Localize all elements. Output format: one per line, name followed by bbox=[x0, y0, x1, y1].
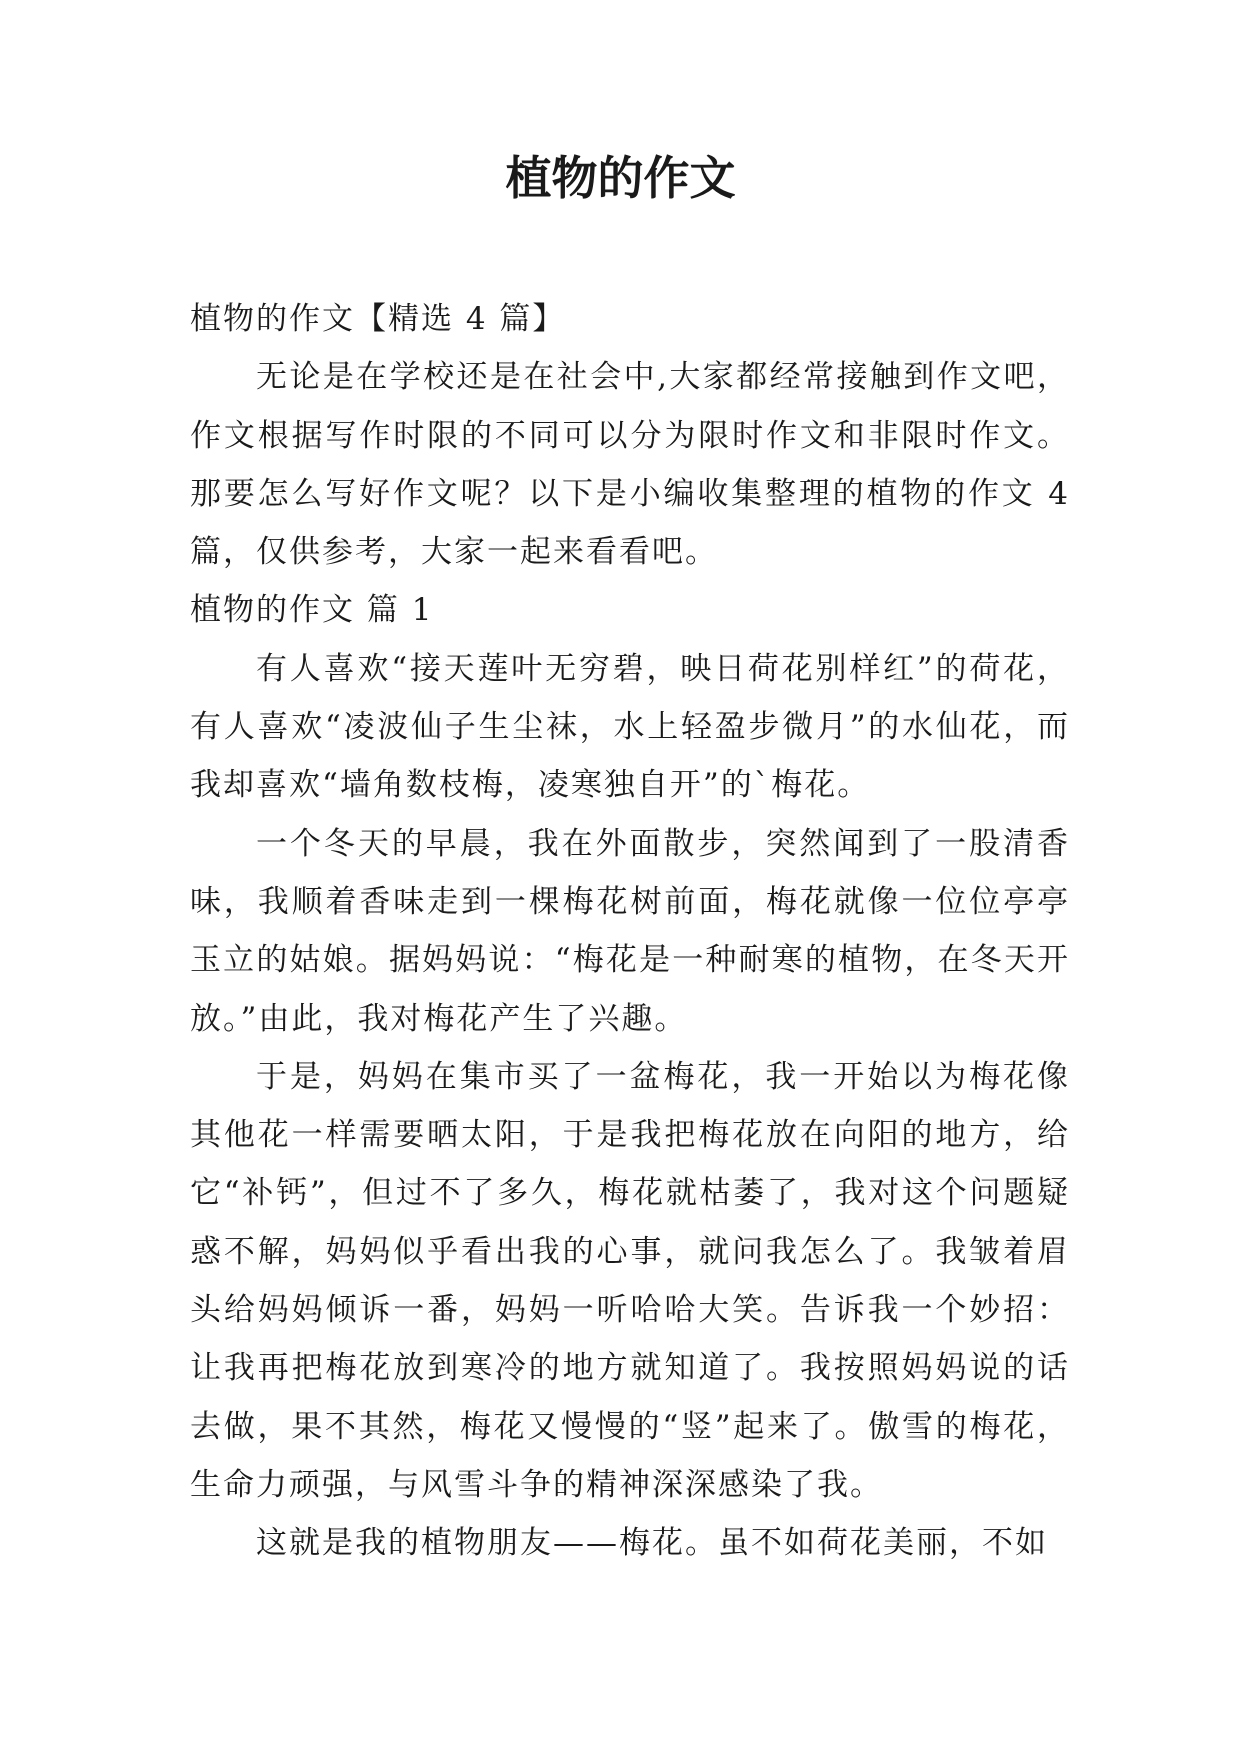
document-body bbox=[190, 290, 1070, 1573]
body-paragraph: 于是，妈妈在集市买了一盆梅花，我一开始以为梅花像其他花一样需要晒太阳，于是我把梅花放在向阳的地方，给它“补钙”，但过不了多久，梅花就枯萎了，我对这个问题疑惑不解，妈妈似乎看出我的心事，就问我怎么了。我皱着眉头给妈妈倾诉一番，妈妈一听哈哈大笑。告诉我一个妙招：让我再把梅花放到寒冷的地方就知道了。我按照妈妈说的话去做，果不其然，梅花又慢慢的“竖”起来了。傲雪的梅花，生命力顽强，与风雪斗争的精神深深感染了我。 bbox=[190, 1058, 1070, 1503]
body-paragraph: 这就是我的植物朋友——梅花。虽不如荷花美丽，不如 bbox=[256, 1525, 1048, 1562]
body-paragraph: 有人喜欢“接天莲叶无穷碧，映日荷花别样红”的荷花，有人喜欢“凌波仙子生尘袜，水上轻盈步微月”的水仙花，而我却喜欢“墙角数枝梅，凌寒独自开”的`梅花。 bbox=[190, 650, 1070, 804]
intro-paragraph: 无论是在学校还是在社会中,大家都经常接触到作文吧，作文根据写作时限的不同可以分为限时作文和非限时作文。那要怎么写好作文呢？以下是小编收集整理的植物的作文 4 篇，仅供参考，大家一起来看看吧。 bbox=[190, 359, 1070, 571]
body-paragraph: 一个冬天的早晨，我在外面散步，突然闻到了一股清香味，我顺着香味走到一棵梅花树前面，梅花就像一位位亭亭玉立的姑娘。据妈妈说：“梅花是一种耐寒的植物，在冬天开放。”由此，我对梅花产生了兴趣。 bbox=[190, 825, 1070, 1037]
section-heading: 植物的作文 篇 1 bbox=[190, 592, 434, 629]
document-title: 植物的作文 bbox=[505, 151, 736, 205]
subtitle-line: 植物的作文【精选 4 篇】 bbox=[190, 301, 566, 337]
